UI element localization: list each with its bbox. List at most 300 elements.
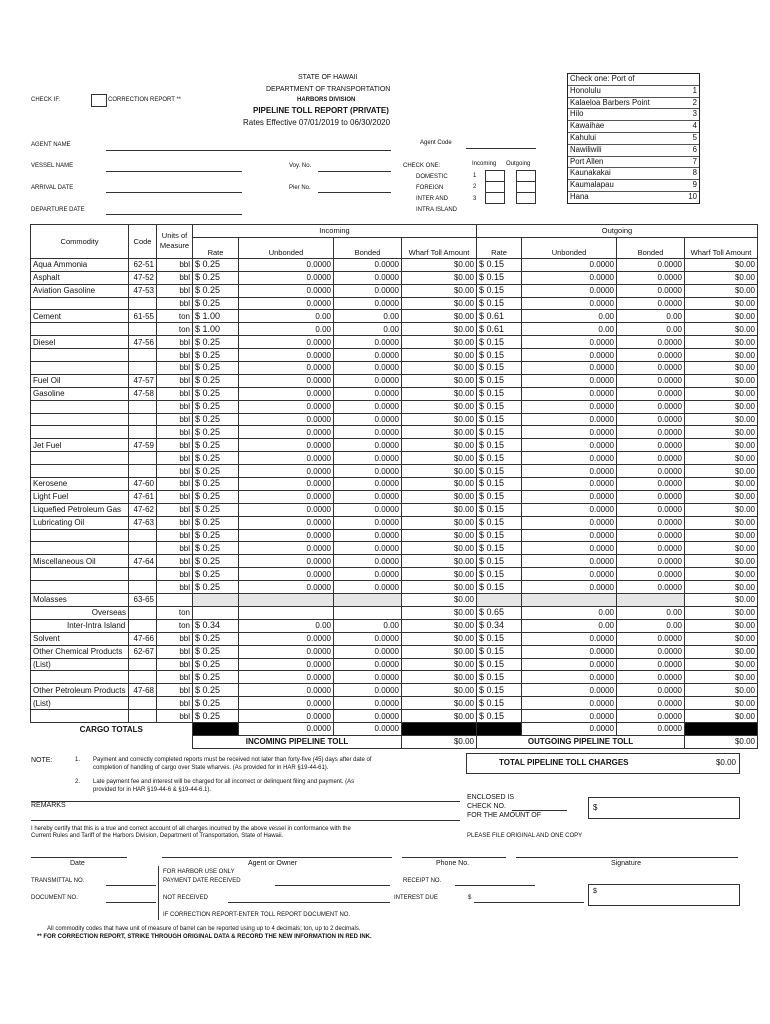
table-row [31, 671, 758, 684]
table-row [31, 323, 758, 336]
incoming-bonded-cell[interactable]: 0.0000 [334, 465, 402, 478]
outgoing-unbonded-cell[interactable]: 0.0000 [522, 374, 617, 387]
incoming-unbonded-cell[interactable]: 0.0000 [239, 658, 334, 671]
port-name: Kaumalapau [570, 180, 614, 190]
incoming-bonded-cell[interactable]: 0.0000 [334, 581, 402, 594]
incoming-wharf-cell: $0.00 [402, 439, 477, 452]
incoming-rate-cell: $ 0.25 [193, 478, 239, 491]
outgoing-bonded-cell[interactable]: 0.0000 [617, 568, 685, 581]
department-heading: DEPARTMENT OF TRANSPORTATION [266, 86, 391, 93]
outgoing-unbonded-cell[interactable]: 0.0000 [522, 529, 617, 542]
incoming-wharf-cell: $0.00 [402, 606, 477, 619]
outgoing-rate-cell: $ 0.15 [477, 503, 522, 516]
incoming-unbonded-cell[interactable]: 0.0000 [239, 490, 334, 503]
incoming-wharf-cell: $0.00 [402, 271, 477, 284]
incoming-bonded-cell[interactable]: 0.0000 [334, 413, 402, 426]
incoming-rate-cell: $ 0.25 [193, 336, 239, 349]
port-name: Kaunakakai [570, 168, 611, 178]
outgoing-bonded-cell[interactable]: 0.0000 [617, 503, 685, 516]
table-row [31, 400, 758, 413]
unit-cell: bbl [157, 374, 193, 387]
incoming-wharf-cell: $0.00 [402, 452, 477, 465]
unit-cell: bbl [157, 632, 193, 645]
incoming-unbonded-cell[interactable]: 0.0000 [239, 465, 334, 478]
port-option[interactable] [568, 168, 699, 180]
code-cell [129, 697, 157, 710]
code-cell [129, 465, 157, 478]
interest-amount-box[interactable] [588, 884, 740, 906]
outgoing-unbonded-cell[interactable]: 0.0000 [522, 400, 617, 413]
outgoing-rate-cell: $ 0.15 [477, 258, 522, 271]
cargo-totals-label: CARGO TOTALS [79, 724, 143, 734]
outgoing-bonded-cell[interactable] [617, 594, 685, 607]
incoming-wharf-cell: $0.00 [402, 697, 477, 710]
incoming-bonded-cell[interactable] [334, 606, 402, 619]
code-cell [129, 323, 157, 336]
incoming-rate-cell: $ 0.25 [193, 516, 239, 529]
outgoing-bonded-cell[interactable]: 0.0000 [617, 710, 685, 723]
outgoing-unbonded-cell[interactable]: 0.0000 [522, 258, 617, 271]
outgoing-rate-cell: $ 0.15 [477, 684, 522, 697]
port-selection-box [567, 73, 700, 204]
outgoing-rate-filler [477, 722, 522, 735]
commodity-cell: Light Fuel [31, 490, 129, 503]
outgoing-bonded-cell[interactable]: 0.0000 [617, 452, 685, 465]
outgoing-bonded-cell[interactable]: 0.0000 [617, 542, 685, 555]
incoming-unbonded-cell[interactable]: 0.0000 [239, 478, 334, 491]
outgoing-bonded-cell[interactable]: 0.0000 [617, 439, 685, 452]
outgoing-unbonded-cell[interactable]: 0.0000 [522, 336, 617, 349]
decimals-note: All commodity codes that have unit of measure of barrel can be reported using up to 4 decimals; ton, up to 2 decimals. [47, 926, 361, 932]
outgoing-bonded-cell[interactable]: 0.0000 [617, 516, 685, 529]
arrival-date-label: ARRIVAL DATE [31, 185, 74, 191]
outgoing-unbonded-cell[interactable]: 0.0000 [522, 284, 617, 297]
agent-owner-label: Agent or Owner [248, 860, 298, 867]
agent-name-label: AGENT NAME [31, 142, 71, 148]
outgoing-wharf-cell: $0.00 [685, 697, 758, 710]
incoming-rate-cell: $ 0.25 [193, 284, 239, 297]
incoming-bonded-cell[interactable]: 0.0000 [334, 684, 402, 697]
code-cell [129, 671, 157, 684]
outgoing-bonded-cell[interactable]: 0.0000 [617, 258, 685, 271]
commodity-cell: (List) [31, 658, 129, 671]
commodity-cell [31, 581, 129, 594]
outgoing-unbonded-cell[interactable]: 0.0000 [522, 452, 617, 465]
outgoing-unbonded-cell[interactable]: 0.0000 [522, 439, 617, 452]
outgoing-wharf-cell: $0.00 [685, 297, 758, 310]
outgoing-bonded-cell[interactable]: 0.0000 [617, 297, 685, 310]
document-no-field[interactable] [106, 902, 156, 903]
incoming-bonded-cell[interactable]: 0.0000 [334, 284, 402, 297]
outgoing-bonded-cell[interactable]: 0.0000 [617, 581, 685, 594]
incoming-unbonded-cell[interactable]: 0.0000 [239, 516, 334, 529]
outgoing-bonded-cell[interactable]: 0.0000 [617, 490, 685, 503]
incoming-unbonded-cell[interactable]: 0.0000 [239, 529, 334, 542]
commodity-cell: Kerosene [31, 478, 129, 491]
agent-code-field[interactable] [466, 148, 536, 149]
outgoing-bonded-cell[interactable]: 0.0000 [617, 465, 685, 478]
outgoing-bonded-cell[interactable]: 0.00 [617, 310, 685, 323]
incoming-bonded-cell[interactable]: 0.0000 [334, 271, 402, 284]
incoming-unbonded-cell[interactable]: 0.0000 [239, 710, 334, 723]
outgoing-unbonded-cell[interactable] [522, 594, 617, 607]
port-option[interactable] [568, 145, 699, 157]
date-label: Date [70, 860, 85, 867]
incoming-wharf-cell: $0.00 [402, 426, 477, 439]
incoming-rate-header: Rate [193, 237, 239, 258]
outgoing-bonded-cell[interactable]: 0.0000 [617, 271, 685, 284]
outgoing-total-unbonded: 0.0000 [522, 722, 617, 735]
commodity-cell: Other Chemical Products [31, 645, 129, 658]
incoming-rate-cell: $ 0.25 [193, 413, 239, 426]
incoming-unbonded-cell[interactable]: 0.0000 [239, 426, 334, 439]
incoming-unbonded-cell[interactable]: 0.0000 [239, 349, 334, 362]
outgoing-unbonded-header: Unbonded [522, 237, 617, 258]
code-cell [129, 413, 157, 426]
unit-cell: ton [157, 606, 193, 619]
incoming-unbonded-cell[interactable]: 0.00 [239, 619, 334, 632]
table-row [31, 310, 758, 323]
incoming-bonded-cell[interactable]: 0.0000 [334, 426, 402, 439]
outgoing-unbonded-cell[interactable]: 0.0000 [522, 697, 617, 710]
outgoing-bonded-cell[interactable]: 0.0000 [617, 529, 685, 542]
check-amount-dollar: $ [593, 803, 598, 812]
port-box-title: Check one: Port of [568, 74, 699, 86]
incoming-total-bonded: 0.0000 [334, 722, 402, 735]
incoming-unbonded-cell[interactable]: 0.0000 [239, 413, 334, 426]
outgoing-unbonded-cell[interactable]: 0.0000 [522, 568, 617, 581]
outgoing-unbonded-cell[interactable]: 0.0000 [522, 710, 617, 723]
outgoing-pipeline-toll: $0.00 [685, 735, 758, 748]
incoming-unbonded-cell[interactable]: 0.0000 [239, 542, 334, 555]
outgoing-unbonded-cell[interactable]: 0.0000 [522, 387, 617, 400]
incoming-unbonded-cell[interactable]: 0.0000 [239, 400, 334, 413]
incoming-unbonded-cell[interactable]: 0.0000 [239, 671, 334, 684]
outgoing-unbonded-cell[interactable]: 0.0000 [522, 542, 617, 555]
incoming-unbonded-cell[interactable] [239, 594, 334, 607]
incoming-bonded-cell[interactable]: 0.0000 [334, 555, 402, 568]
port-option[interactable] [568, 192, 699, 203]
outgoing-wharf-cell: $0.00 [685, 349, 758, 362]
incoming-bonded-cell[interactable]: 0.0000 [334, 516, 402, 529]
domestic-number: 1 [473, 173, 477, 179]
code-cell [129, 349, 157, 362]
incoming-bonded-cell[interactable]: 0.0000 [334, 697, 402, 710]
incoming-bonded-cell[interactable]: 0.0000 [334, 297, 402, 310]
phone-sign-line[interactable] [402, 857, 506, 858]
incoming-bonded-cell[interactable]: 0.00 [334, 619, 402, 632]
outgoing-bonded-cell[interactable]: 0.0000 [617, 478, 685, 491]
port-name: Hilo [570, 109, 584, 119]
agent-sign-line[interactable] [162, 857, 392, 858]
interest-due-dollar: $ [468, 895, 472, 901]
incoming-wharf-cell: $0.00 [402, 710, 477, 723]
outgoing-pipeline-toll-label: OUTGOING PIPELINE TOLL [477, 735, 685, 748]
enclosed-is-label: ENCLOSED IS [467, 794, 515, 801]
outgoing-unbonded-cell[interactable]: 0.0000 [522, 632, 617, 645]
incoming-bonded-cell[interactable]: 0.0000 [334, 439, 402, 452]
outgoing-unbonded-cell[interactable]: 0.0000 [522, 555, 617, 568]
outgoing-bonded-cell[interactable]: 0.0000 [617, 658, 685, 671]
unit-cell: bbl [157, 284, 193, 297]
outgoing-rate-cell: $ 0.15 [477, 710, 522, 723]
outgoing-total-filler [685, 722, 758, 735]
outgoing-bonded-cell[interactable]: 0.0000 [617, 684, 685, 697]
incoming-bonded-cell[interactable]: 0.00 [334, 310, 402, 323]
outgoing-unbonded-cell[interactable]: 0.0000 [522, 465, 617, 478]
incoming-bonded-cell[interactable]: 0.0000 [334, 490, 402, 503]
port-option[interactable] [568, 157, 699, 169]
outgoing-bonded-cell[interactable]: 0.0000 [617, 349, 685, 362]
outgoing-bonded-cell[interactable]: 0.0000 [617, 413, 685, 426]
receipt-no-field[interactable] [455, 885, 535, 886]
incoming-inter-intra-checkbox[interactable] [485, 192, 505, 204]
date-sign-line[interactable] [31, 857, 127, 858]
port-number: 2 [692, 97, 697, 107]
units-header: Units of Measure [157, 225, 193, 259]
incoming-unbonded-cell[interactable] [239, 606, 334, 619]
code-cell: 47-53 [129, 284, 157, 297]
incoming-bonded-cell[interactable]: 0.0000 [334, 632, 402, 645]
interest-due-field[interactable] [474, 902, 584, 903]
incoming-unbonded-cell[interactable]: 0.0000 [239, 568, 334, 581]
incoming-unbonded-cell[interactable]: 0.0000 [239, 452, 334, 465]
outgoing-bonded-cell[interactable]: 0.0000 [617, 426, 685, 439]
incoming-unbonded-cell[interactable]: 0.00 [239, 323, 334, 336]
outgoing-unbonded-cell[interactable]: 0.0000 [522, 581, 617, 594]
outgoing-bonded-cell[interactable]: 0.0000 [617, 374, 685, 387]
outgoing-wharf-cell: $0.00 [685, 336, 758, 349]
incoming-unbonded-cell[interactable]: 0.0000 [239, 503, 334, 516]
port-name: Kawaihae [570, 121, 605, 131]
port-option[interactable] [568, 180, 699, 192]
incoming-unbonded-cell[interactable]: 0.0000 [239, 581, 334, 594]
incoming-unbonded-cell[interactable]: 0.0000 [239, 297, 334, 310]
incoming-bonded-cell[interactable]: 0.0000 [334, 568, 402, 581]
outgoing-unbonded-cell[interactable]: 0.0000 [522, 671, 617, 684]
incoming-bonded-cell[interactable]: 0.0000 [334, 362, 402, 375]
outgoing-unbonded-cell[interactable]: 0.0000 [522, 645, 617, 658]
incoming-rate-cell: $ 0.25 [193, 271, 239, 284]
commodity-cell: Fuel Oil [31, 374, 129, 387]
unit-cell: ton [157, 323, 193, 336]
total-charges-label: TOTAL PIPELINE TOLL CHARGES [499, 758, 629, 767]
incoming-bonded-cell[interactable]: 0.0000 [334, 658, 402, 671]
remarks-label: REMARKS [31, 802, 66, 809]
code-cell: 63-65 [129, 594, 157, 607]
outgoing-unbonded-cell[interactable]: 0.00 [522, 619, 617, 632]
incoming-wharf-cell: $0.00 [402, 310, 477, 323]
code-cell [129, 568, 157, 581]
pier-no-field[interactable] [318, 192, 391, 193]
incoming-unbonded-cell[interactable]: 0.0000 [239, 387, 334, 400]
table-row [31, 284, 758, 297]
unit-cell: bbl [157, 542, 193, 555]
code-cell: 62-51 [129, 258, 157, 271]
code-header: Code [129, 225, 157, 259]
outgoing-bonded-cell[interactable]: 0.0000 [617, 555, 685, 568]
outgoing-bonded-cell[interactable]: 0.0000 [617, 645, 685, 658]
voy-no-field[interactable] [318, 171, 391, 172]
outgoing-bonded-cell[interactable]: 0.0000 [617, 387, 685, 400]
incoming-bonded-cell[interactable]: 0.0000 [334, 387, 402, 400]
outgoing-rate-cell: $ 0.15 [477, 658, 522, 671]
incoming-rate-cell: $ 0.25 [193, 697, 239, 710]
incoming-bonded-cell[interactable]: 0.0000 [334, 374, 402, 387]
incoming-wharf-cell: $0.00 [402, 362, 477, 375]
port-number: 8 [692, 168, 697, 178]
outgoing-rate-cell: $ 0.15 [477, 297, 522, 310]
outgoing-unbonded-cell[interactable]: 0.0000 [522, 271, 617, 284]
incoming-unbonded-cell[interactable]: 0.0000 [239, 258, 334, 271]
incoming-unbonded-cell[interactable]: 0.0000 [239, 362, 334, 375]
outgoing-unbonded-cell[interactable]: 0.0000 [522, 362, 617, 375]
outgoing-unbonded-cell[interactable]: 0.0000 [522, 349, 617, 362]
incoming-unbonded-cell[interactable]: 0.00 [239, 310, 334, 323]
agent-name-field[interactable] [106, 150, 391, 151]
outgoing-rate-cell: $ 0.15 [477, 697, 522, 710]
outgoing-bonded-cell[interactable]: 0.0000 [617, 336, 685, 349]
incoming-wharf-cell: $0.00 [402, 671, 477, 684]
incoming-bonded-cell[interactable]: 0.0000 [334, 336, 402, 349]
code-cell: 61-55 [129, 310, 157, 323]
outgoing-bonded-cell[interactable]: 0.0000 [617, 671, 685, 684]
incoming-bonded-cell[interactable]: 0.00 [334, 323, 402, 336]
port-option[interactable] [568, 109, 699, 121]
foreign-label: FOREIGN [416, 185, 444, 191]
outgoing-unbonded-cell[interactable]: 0.00 [522, 310, 617, 323]
incoming-bonded-cell[interactable]: 0.0000 [334, 503, 402, 516]
incoming-unbonded-cell[interactable]: 0.0000 [239, 284, 334, 297]
outgoing-unbonded-cell[interactable]: 0.00 [522, 606, 617, 619]
outgoing-wharf-cell: $0.00 [685, 478, 758, 491]
note-1-line-1: Payment and correctly completed reports must be received not later than forty-five (45) days after date of [93, 757, 372, 763]
incoming-unbonded-cell[interactable]: 0.0000 [239, 439, 334, 452]
outgoing-wharf-cell: $0.00 [685, 581, 758, 594]
incoming-bonded-cell[interactable]: 0.0000 [334, 542, 402, 555]
outgoing-bonded-cell[interactable]: 0.0000 [617, 697, 685, 710]
incoming-rate-cell: $ 0.25 [193, 555, 239, 568]
incoming-unbonded-cell[interactable]: 0.0000 [239, 271, 334, 284]
total-charges-box [466, 753, 740, 774]
payment-date-field[interactable] [275, 885, 390, 886]
port-name: Nawiliwili [570, 144, 602, 154]
incoming-wharf-cell: $0.00 [402, 478, 477, 491]
incoming-unbonded-cell[interactable]: 0.0000 [239, 697, 334, 710]
incoming-bonded-cell[interactable]: 0.0000 [334, 645, 402, 658]
outgoing-rate-cell: $ 0.15 [477, 271, 522, 284]
outgoing-unbonded-cell[interactable]: 0.0000 [522, 490, 617, 503]
incoming-unbonded-cell[interactable]: 0.0000 [239, 555, 334, 568]
incoming-rate-cell: $ 0.25 [193, 542, 239, 555]
outgoing-wharf-cell: $0.00 [685, 555, 758, 568]
intra-island-label: INTRA ISLAND [416, 207, 458, 213]
outgoing-unbonded-cell[interactable]: 0.0000 [522, 503, 617, 516]
outgoing-bonded-cell[interactable]: 0.0000 [617, 362, 685, 375]
note-1-line-2: completion of handling of cargo over State wharves. (As provided for in HAR §19-44-61). [93, 765, 329, 771]
outgoing-unbonded-cell[interactable]: 0.0000 [522, 426, 617, 439]
outgoing-unbonded-cell[interactable]: 0.0000 [522, 297, 617, 310]
file-original-note: PLEASE FILE ORIGINAL AND ONE COPY [467, 833, 583, 839]
vessel-name-field[interactable] [106, 171, 242, 172]
port-number: 1 [692, 85, 697, 95]
incoming-bonded-cell[interactable]: 0.0000 [334, 710, 402, 723]
outgoing-unbonded-cell[interactable]: 0.0000 [522, 516, 617, 529]
port-option[interactable] [568, 133, 699, 145]
correction-report-checkbox[interactable] [91, 94, 107, 107]
incoming-rate-cell: $ 0.25 [193, 645, 239, 658]
table-row [31, 594, 758, 607]
incoming-unbonded-cell[interactable]: 0.0000 [239, 336, 334, 349]
departure-date-label: DEPARTURE DATE [31, 207, 85, 213]
check-no-field[interactable] [512, 810, 567, 811]
incoming-wharf-cell: $0.00 [402, 594, 477, 607]
transmittal-no-field[interactable] [106, 885, 156, 886]
outgoing-rate-cell [477, 594, 522, 607]
check-amount-field[interactable] [588, 797, 740, 819]
signature-line[interactable] [516, 857, 738, 858]
incoming-bonded-cell[interactable]: 0.0000 [334, 478, 402, 491]
note-1-number: 1. [75, 757, 81, 763]
incoming-bonded-cell[interactable]: 0.0000 [334, 400, 402, 413]
incoming-unbonded-cell[interactable]: 0.0000 [239, 645, 334, 658]
outgoing-wharf-cell: $0.00 [685, 645, 758, 658]
arrival-date-field[interactable] [106, 192, 242, 193]
incoming-bonded-cell[interactable]: 0.0000 [334, 529, 402, 542]
outgoing-unbonded-cell[interactable]: 0.0000 [522, 658, 617, 671]
incoming-rate-cell: $ 0.25 [193, 684, 239, 697]
outgoing-unbonded-cell[interactable]: 0.0000 [522, 413, 617, 426]
unit-cell: bbl [157, 465, 193, 478]
outgoing-bonded-cell[interactable]: 0.0000 [617, 284, 685, 297]
remarks-field[interactable] [31, 801, 460, 821]
incoming-unbonded-cell[interactable]: 0.0000 [239, 632, 334, 645]
port-option[interactable] [568, 121, 699, 133]
port-option[interactable] [568, 86, 699, 98]
outgoing-bonded-cell[interactable]: 0.0000 [617, 400, 685, 413]
outgoing-rate-header: Rate [477, 237, 522, 258]
outgoing-rate-cell: $ 0.15 [477, 452, 522, 465]
outgoing-unbonded-cell[interactable]: 0.0000 [522, 684, 617, 697]
incoming-wharf-cell: $0.00 [402, 684, 477, 697]
outgoing-unbonded-cell[interactable]: 0.00 [522, 323, 617, 336]
incoming-bonded-cell[interactable]: 0.0000 [334, 671, 402, 684]
outgoing-wharf-cell: $0.00 [685, 426, 758, 439]
outgoing-bonded-cell[interactable]: 0.00 [617, 323, 685, 336]
unit-cell: bbl [157, 503, 193, 516]
incoming-bonded-cell[interactable]: 0.0000 [334, 258, 402, 271]
outgoing-bonded-cell[interactable]: 0.0000 [617, 632, 685, 645]
incoming-bonded-cell[interactable]: 0.0000 [334, 452, 402, 465]
outgoing-bonded-cell[interactable]: 0.00 [617, 619, 685, 632]
departure-date-field[interactable] [106, 214, 242, 215]
commodity-cell: Cement [31, 310, 129, 323]
port-option[interactable] [568, 98, 699, 110]
commodity-cell [31, 465, 129, 478]
outgoing-inter-intra-checkbox[interactable] [516, 192, 536, 204]
toll-table [30, 224, 758, 749]
code-cell [129, 362, 157, 375]
outgoing-unbonded-cell[interactable]: 0.0000 [522, 478, 617, 491]
incoming-bonded-cell[interactable]: 0.0000 [334, 349, 402, 362]
incoming-unbonded-cell[interactable]: 0.0000 [239, 374, 334, 387]
outgoing-bonded-cell[interactable]: 0.00 [617, 606, 685, 619]
incoming-bonded-cell[interactable] [334, 594, 402, 607]
not-received-field[interactable] [228, 902, 390, 903]
incoming-unbonded-cell[interactable]: 0.0000 [239, 684, 334, 697]
incoming-col-label: Incoming [472, 161, 497, 167]
unit-cell: bbl [157, 258, 193, 271]
